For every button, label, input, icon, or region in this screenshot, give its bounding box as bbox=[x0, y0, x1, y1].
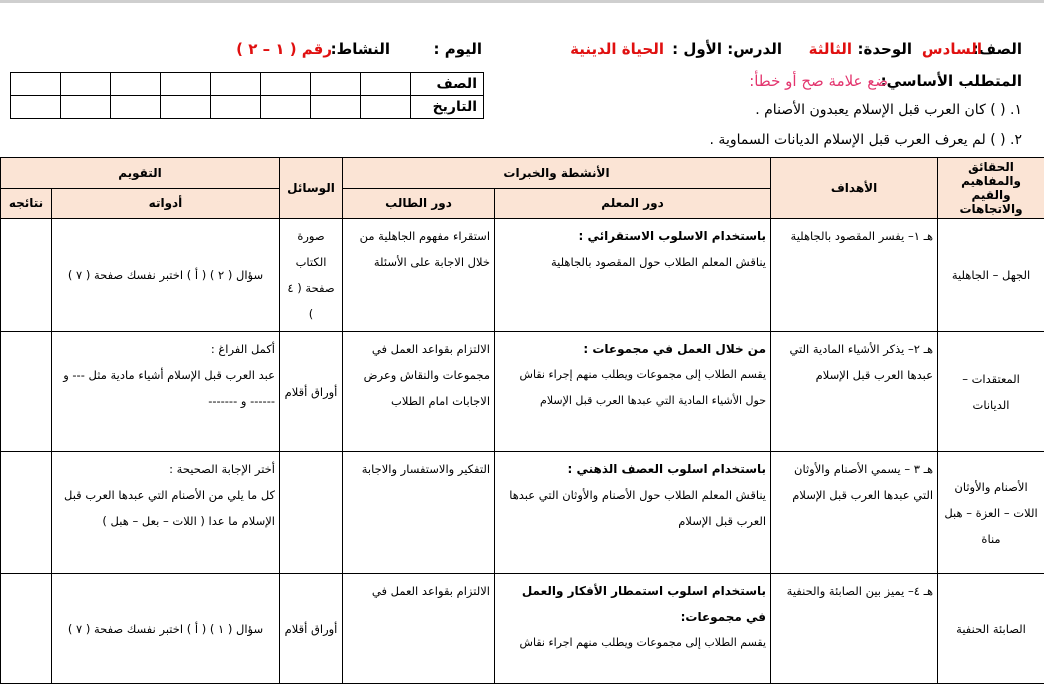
means-cell: أوراق أقلام bbox=[280, 574, 343, 684]
attendance-cell[interactable] bbox=[361, 73, 411, 96]
attendance-cell[interactable] bbox=[261, 96, 311, 119]
lesson-plan-table bbox=[0, 157, 1044, 684]
teacher-role-cell bbox=[495, 574, 771, 684]
facts-cell: المعتقدات – الديانات bbox=[938, 332, 1044, 452]
tools-title: أختر الإجابة الصحيحة : bbox=[56, 456, 275, 482]
table-row bbox=[1, 574, 1044, 684]
unit-label: الوحدة: bbox=[857, 40, 912, 58]
attendance-cell[interactable] bbox=[211, 73, 261, 96]
objective-cell: هـ ١– يفسر المقصود بالجاهلية bbox=[771, 219, 938, 332]
header-evaluation: التقويم bbox=[1, 158, 280, 189]
table-row bbox=[1, 332, 1044, 452]
lesson-value: الحياة الدينية bbox=[570, 40, 664, 58]
attendance-cell[interactable] bbox=[11, 73, 61, 96]
header-results: نتائجه bbox=[1, 188, 52, 219]
results-cell bbox=[1, 219, 52, 332]
teacher-method-title: باستخدام اسلوب استمطار الأفكار والعمل في مجموعات: bbox=[499, 578, 766, 630]
facts-cell: الصابئة الحنفية bbox=[938, 574, 1044, 684]
attendance-cell[interactable] bbox=[61, 73, 111, 96]
attendance-cell[interactable] bbox=[361, 96, 411, 119]
teacher-method-title: باستخدام الاسلوب الاستقرائي : bbox=[499, 223, 766, 249]
objective-cell: هـ ٢– يذكر الأشياء المادية التي عبدها العرب قبل الإسلام bbox=[771, 332, 938, 452]
prerequisite-label: المتطلب الأساسي: bbox=[881, 72, 1022, 90]
attendance-class-label: الصف bbox=[411, 73, 484, 96]
attendance-cell[interactable] bbox=[261, 73, 311, 96]
facts-cell: الجهل – الجاهلية bbox=[938, 219, 1044, 332]
objective-cell: هـ ٤– يميز بين الصابئة والحنفية bbox=[771, 574, 938, 684]
tools-text: كل ما يلي من الأصنام التي عبدها العرب قبل الإسلام ما عدا ( اللات – بعل – هبل ) bbox=[56, 482, 275, 534]
grade-label: الصف: bbox=[973, 40, 1022, 58]
results-cell bbox=[1, 332, 52, 452]
results-cell bbox=[1, 452, 52, 574]
header-objectives: الأهداف bbox=[771, 158, 938, 219]
attendance-row-date bbox=[11, 96, 484, 119]
header-activities: الأنشطة والخبرات bbox=[343, 158, 771, 189]
teacher-method-text: يناقش المعلم الطلاب حول المقصود بالجاهلية bbox=[499, 249, 766, 275]
header-tools: أدواته bbox=[52, 188, 280, 219]
tools-title: أكمل الفراغ : bbox=[56, 336, 275, 362]
attendance-cell[interactable] bbox=[311, 73, 361, 96]
activity-label: النشاط: bbox=[331, 40, 390, 58]
attendance-cell[interactable] bbox=[161, 96, 211, 119]
teacher-method-text: يقسم الطلاب إلى مجموعات ويطلب منهم اجراء نقاش bbox=[499, 630, 766, 656]
tools-cell: سؤال ( ١ ) ( أ ) اختبر نفسك صفحة ( ٧ ) bbox=[52, 574, 280, 684]
attendance-cell[interactable] bbox=[11, 96, 61, 119]
attendance-cell[interactable] bbox=[111, 73, 161, 96]
day-label: اليوم : bbox=[433, 40, 482, 58]
student-role-cell: الالتزام بقواعد العمل في bbox=[343, 574, 495, 684]
header-teacher-role: دور المعلم bbox=[495, 188, 771, 219]
means-cell: أوراق أقلام bbox=[280, 332, 343, 452]
student-role-cell: الالتزام بقواعد العمل في مجموعات والنقاش وعرض الاجابات امام الطلاب bbox=[343, 332, 495, 452]
teacher-method-text: يناقش المعلم الطلاب حول الأصنام والأوثان التي عبدها العرب قبل الإسلام bbox=[499, 482, 766, 534]
attendance-cell[interactable] bbox=[161, 73, 211, 96]
means-cell: صورة الكتاب صفحة ( ٤ ) bbox=[280, 219, 343, 332]
header-student-role: دور الطالب bbox=[343, 188, 495, 219]
teacher-role-cell bbox=[495, 332, 771, 452]
means-cell bbox=[280, 452, 343, 574]
teacher-role-cell bbox=[495, 452, 771, 574]
teacher-method-title: من خلال العمل في مجموعات : bbox=[499, 336, 766, 362]
attendance-grid bbox=[10, 72, 484, 119]
top-border bbox=[0, 0, 1044, 3]
header-means: الوسائل bbox=[280, 158, 343, 219]
tools-text: عبد العرب قبل الإسلام أشياء مادية مثل --- و ------ و ------- bbox=[56, 362, 275, 414]
objective-cell: هـ ٣ – يسمي الأصنام والأوثان التي عبدها العرب قبل الإسلام bbox=[771, 452, 938, 574]
teacher-method-title: باستخدام اسلوب العصف الذهني : bbox=[499, 456, 766, 482]
tools-cell bbox=[52, 452, 280, 574]
tools-cell bbox=[52, 332, 280, 452]
table-row bbox=[1, 219, 1044, 332]
student-role-cell: التفكير والاستفسار والاجابة bbox=[343, 452, 495, 574]
attendance-cell[interactable] bbox=[61, 96, 111, 119]
grade-value: السادس bbox=[922, 40, 982, 58]
table-row bbox=[1, 452, 1044, 574]
facts-cell: الأصنام والأوثان اللات – العزة – هبل مناة bbox=[938, 452, 1044, 574]
prerequisite-item-2: ٢. ( ) لم يعرف العرب قبل الإسلام الديانات السماوية . bbox=[710, 132, 1022, 148]
student-role-cell: استقراء مفهوم الجاهلية من خلال الاجابة على الأسئلة bbox=[343, 219, 495, 332]
attendance-date-label: التاريخ bbox=[411, 96, 484, 119]
teacher-method-text: يقسم الطلاب إلى مجموعات ويطلب منهم إجراء نقاش حول الأشياء المادية التي عبدها العرب قبل الإسلام bbox=[499, 362, 766, 414]
tools-cell: سؤال ( ٢ ) ( أ ) اختبر نفسك صفحة ( ٧ ) bbox=[52, 219, 280, 332]
attendance-row-class bbox=[11, 73, 484, 96]
header-facts: الحقائق والمفاهيم والقيم والاتجاهات bbox=[938, 158, 1044, 219]
attendance-cell[interactable] bbox=[111, 96, 161, 119]
teacher-role-cell bbox=[495, 219, 771, 332]
lesson-label: الدرس: الأول : bbox=[672, 40, 782, 58]
attendance-cell[interactable] bbox=[211, 96, 261, 119]
activity-value: رقم ( ١ – ٢ ) bbox=[236, 40, 332, 58]
attendance-cell[interactable] bbox=[311, 96, 361, 119]
results-cell bbox=[1, 574, 52, 684]
prerequisite-instruction: ضع علامة صح أو خطأ: bbox=[749, 72, 888, 90]
prerequisite-item-1: ١. ( ) كان العرب قبل الإسلام يعبدون الأصنام . bbox=[755, 102, 1022, 118]
unit-value: الثالثة bbox=[809, 40, 852, 58]
